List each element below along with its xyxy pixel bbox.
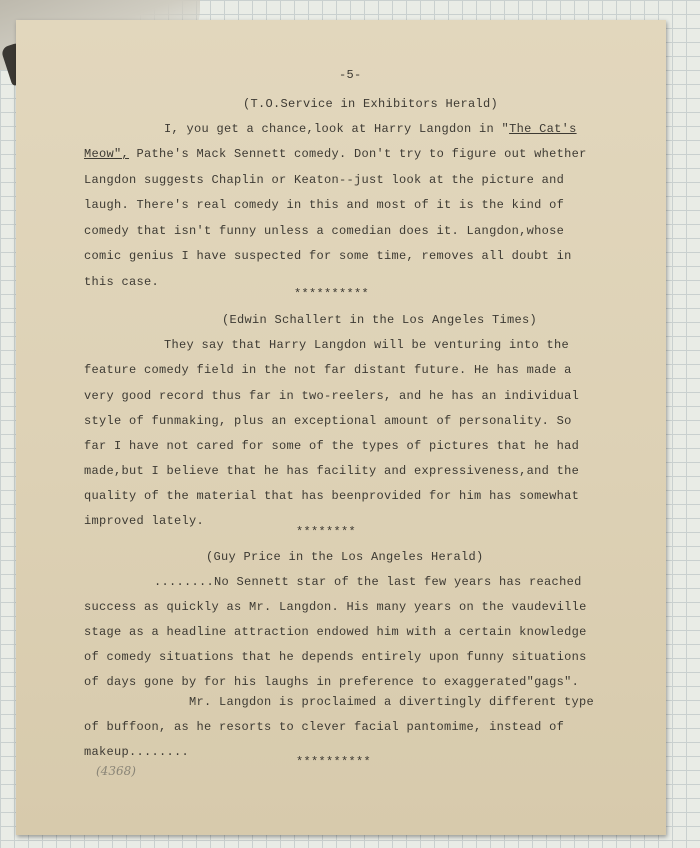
text-line: this case.: [84, 275, 160, 289]
text-line: stage as a headline attraction endowed him with a certain knowledge: [84, 625, 587, 639]
text-line: very good record thus far in two-reelers, and he has an individual: [84, 389, 580, 403]
divider-stars: **********: [294, 287, 370, 301]
divider-stars: **********: [296, 755, 372, 769]
text-line: feature comedy field in the not far distant future. He has made a: [84, 363, 572, 377]
text-line: Meow", Pathe's Mack Sennett comedy. Don't try to figure out whether: [84, 147, 587, 161]
text-line: success as quickly as Mr. Langdon. His many years on the vaudeville: [84, 600, 587, 614]
divider-stars: ********: [296, 525, 357, 539]
text-line: Langdon suggests Chaplin or Keaton--just look at the picture and: [84, 173, 565, 187]
text-line: made,but I believe that he has facility and expressiveness,and the: [84, 464, 580, 478]
text-line: comedy that isn't funny unless a comedian does it. Langdon,whose: [84, 224, 565, 238]
page-number: -5-: [339, 68, 362, 82]
source-la-herald: (Guy Price in the Los Angeles Herald): [206, 550, 484, 564]
text-line: style of funmaking, plus an exceptional amount of personality. So: [84, 414, 572, 428]
text-line: of comedy situations that he depends entirely upon funny situations: [84, 650, 587, 664]
text-line: quality of the material that has beenprovided for him has somewhat: [84, 489, 580, 503]
text-line: of buffoon, as he resorts to clever facial pantomime, instead of: [84, 720, 565, 734]
source-la-times: (Edwin Schallert in the Los Angeles Times): [222, 313, 538, 327]
document-page: [16, 20, 666, 835]
text-line: ........No Sennett star of the last few years has reached: [154, 575, 582, 589]
text-line: improved lately.: [84, 514, 205, 528]
text-line: Mr. Langdon is proclaimed a divertingly different type: [189, 695, 595, 709]
text-line: They say that Harry Langdon will be venturing into the: [164, 338, 570, 352]
pencil-archive-number: (4368): [96, 764, 136, 778]
text-line: far I have not cared for some of the types of pictures that he had: [84, 439, 580, 453]
text-line: of days gone by for his laughs in preference to exaggerated"gags".: [84, 675, 580, 689]
source-exhibitors-herald: (T.O.Service in Exhibitors Herald): [243, 97, 499, 111]
text-line: laugh. There's real comedy in this and most of it is the kind of: [84, 198, 565, 212]
text-line: makeup........: [84, 745, 190, 759]
text-line: comic genius I have suspected for some time, removes all doubt in: [84, 249, 572, 263]
text-line: I, you get a chance,look at Harry Langdon in "The Cat's: [164, 122, 577, 136]
